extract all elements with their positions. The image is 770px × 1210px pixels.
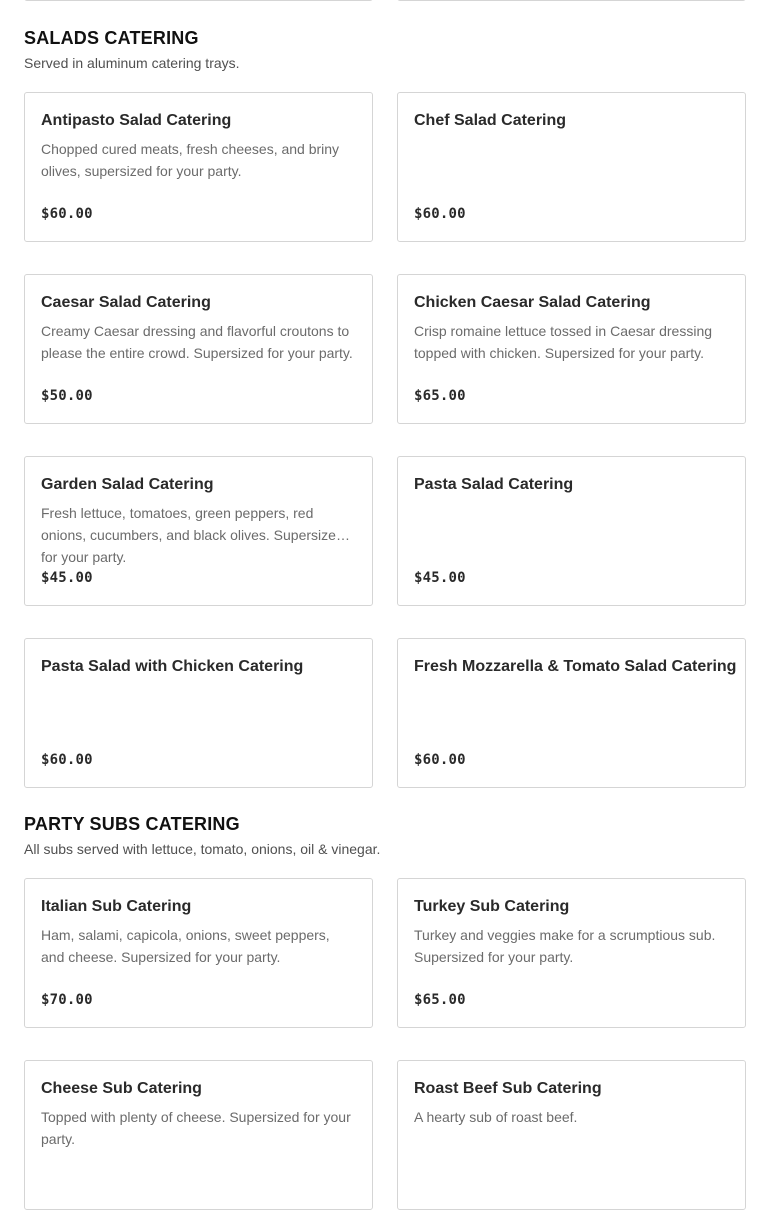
- menu-item-card[interactable]: [397, 274, 746, 424]
- item-description: A hearty sub of roast beef.: [414, 1109, 578, 1125]
- item-name: Turkey Sub Catering: [414, 898, 570, 915]
- item-name: Garden Salad Catering: [41, 476, 214, 493]
- item-name: Cheese Sub Catering: [41, 1080, 202, 1097]
- item-price: $60.00: [41, 206, 93, 222]
- item-price: $45.00: [41, 570, 93, 586]
- item-price: $50.00: [41, 388, 93, 404]
- menu-item-card[interactable]: [24, 878, 373, 1028]
- item-description: Topped with plenty of cheese. Supersized for your party.: [41, 1109, 351, 1147]
- salads-items-grid: [24, 92, 746, 788]
- section-header-party-subs: [24, 813, 746, 858]
- menu-item-card[interactable]: [397, 456, 746, 606]
- item-description: Crisp romaine lettuce tossed in Caesar dressing topped with chicken. Supersized for your party.: [414, 323, 713, 361]
- item-name: Chicken Caesar Salad Catering: [414, 294, 651, 311]
- item-description: Creamy Caesar dressing and flavorful croutons to please the entire crowd. Supersized for your party.: [41, 323, 353, 361]
- menu-item-card[interactable]: [397, 638, 746, 788]
- item-price: $45.00: [414, 570, 466, 586]
- party-subs-items-grid: [24, 878, 746, 1147]
- section-title: PARTY SUBS CATERING: [24, 814, 240, 834]
- item-description: Chopped cured meats, fresh cheeses, and briny olives, supersized for your party.: [41, 141, 340, 179]
- section-header-salads: [24, 27, 746, 72]
- item-name: Roast Beef Sub Catering: [414, 1080, 602, 1097]
- item-price: $60.00: [414, 206, 466, 222]
- item-name: Caesar Salad Catering: [41, 294, 211, 311]
- item-description: Fresh lettuce, tomatoes, green peppers, red onions, cucumbers, and black olives. Supersized for your party.: [41, 505, 344, 565]
- item-price: $65.00: [414, 992, 466, 1008]
- menu-item-card[interactable]: [397, 92, 746, 242]
- menu-item-card[interactable]: [24, 92, 373, 242]
- menu-item-card-partial[interactable]: [397, 0, 746, 1]
- menu-item-card-partial[interactable]: [24, 0, 373, 1]
- menu-item-card[interactable]: [24, 456, 373, 606]
- item-name: Fresh Mozzarella & Tomato Salad Catering: [414, 658, 737, 675]
- section-subtitle: Served in aluminum catering trays.: [24, 55, 240, 71]
- menu-item-card[interactable]: [24, 638, 373, 788]
- section-title: SALADS CATERING: [24, 28, 199, 48]
- item-name: Antipasto Salad Catering: [41, 112, 232, 129]
- item-description: Turkey and veggies make for a scrumptious sub. Supersized for your party.: [414, 927, 716, 965]
- menu-item-card[interactable]: [397, 1060, 746, 1210]
- item-name: Italian Sub Catering: [41, 898, 192, 915]
- menu-item-card[interactable]: [24, 274, 373, 424]
- section-subtitle: All subs served with lettuce, tomato, onions, oil & vinegar.: [24, 841, 381, 857]
- item-price: $60.00: [414, 752, 466, 768]
- item-description: Ham, salami, capicola, onions, sweet peppers, and cheese. Supersized for your party.: [41, 927, 330, 965]
- item-name: Pasta Salad Catering: [414, 476, 574, 493]
- menu-item-card[interactable]: [397, 878, 746, 1028]
- item-price: $65.00: [414, 388, 466, 404]
- previous-section-cards: [24, 0, 746, 1]
- menu-item-card[interactable]: [24, 1060, 373, 1210]
- item-name: Pasta Salad with Chicken Catering: [41, 658, 304, 675]
- item-price: $60.00: [41, 752, 93, 768]
- item-name: Chef Salad Catering: [414, 112, 567, 129]
- item-price: $70.00: [41, 992, 93, 1008]
